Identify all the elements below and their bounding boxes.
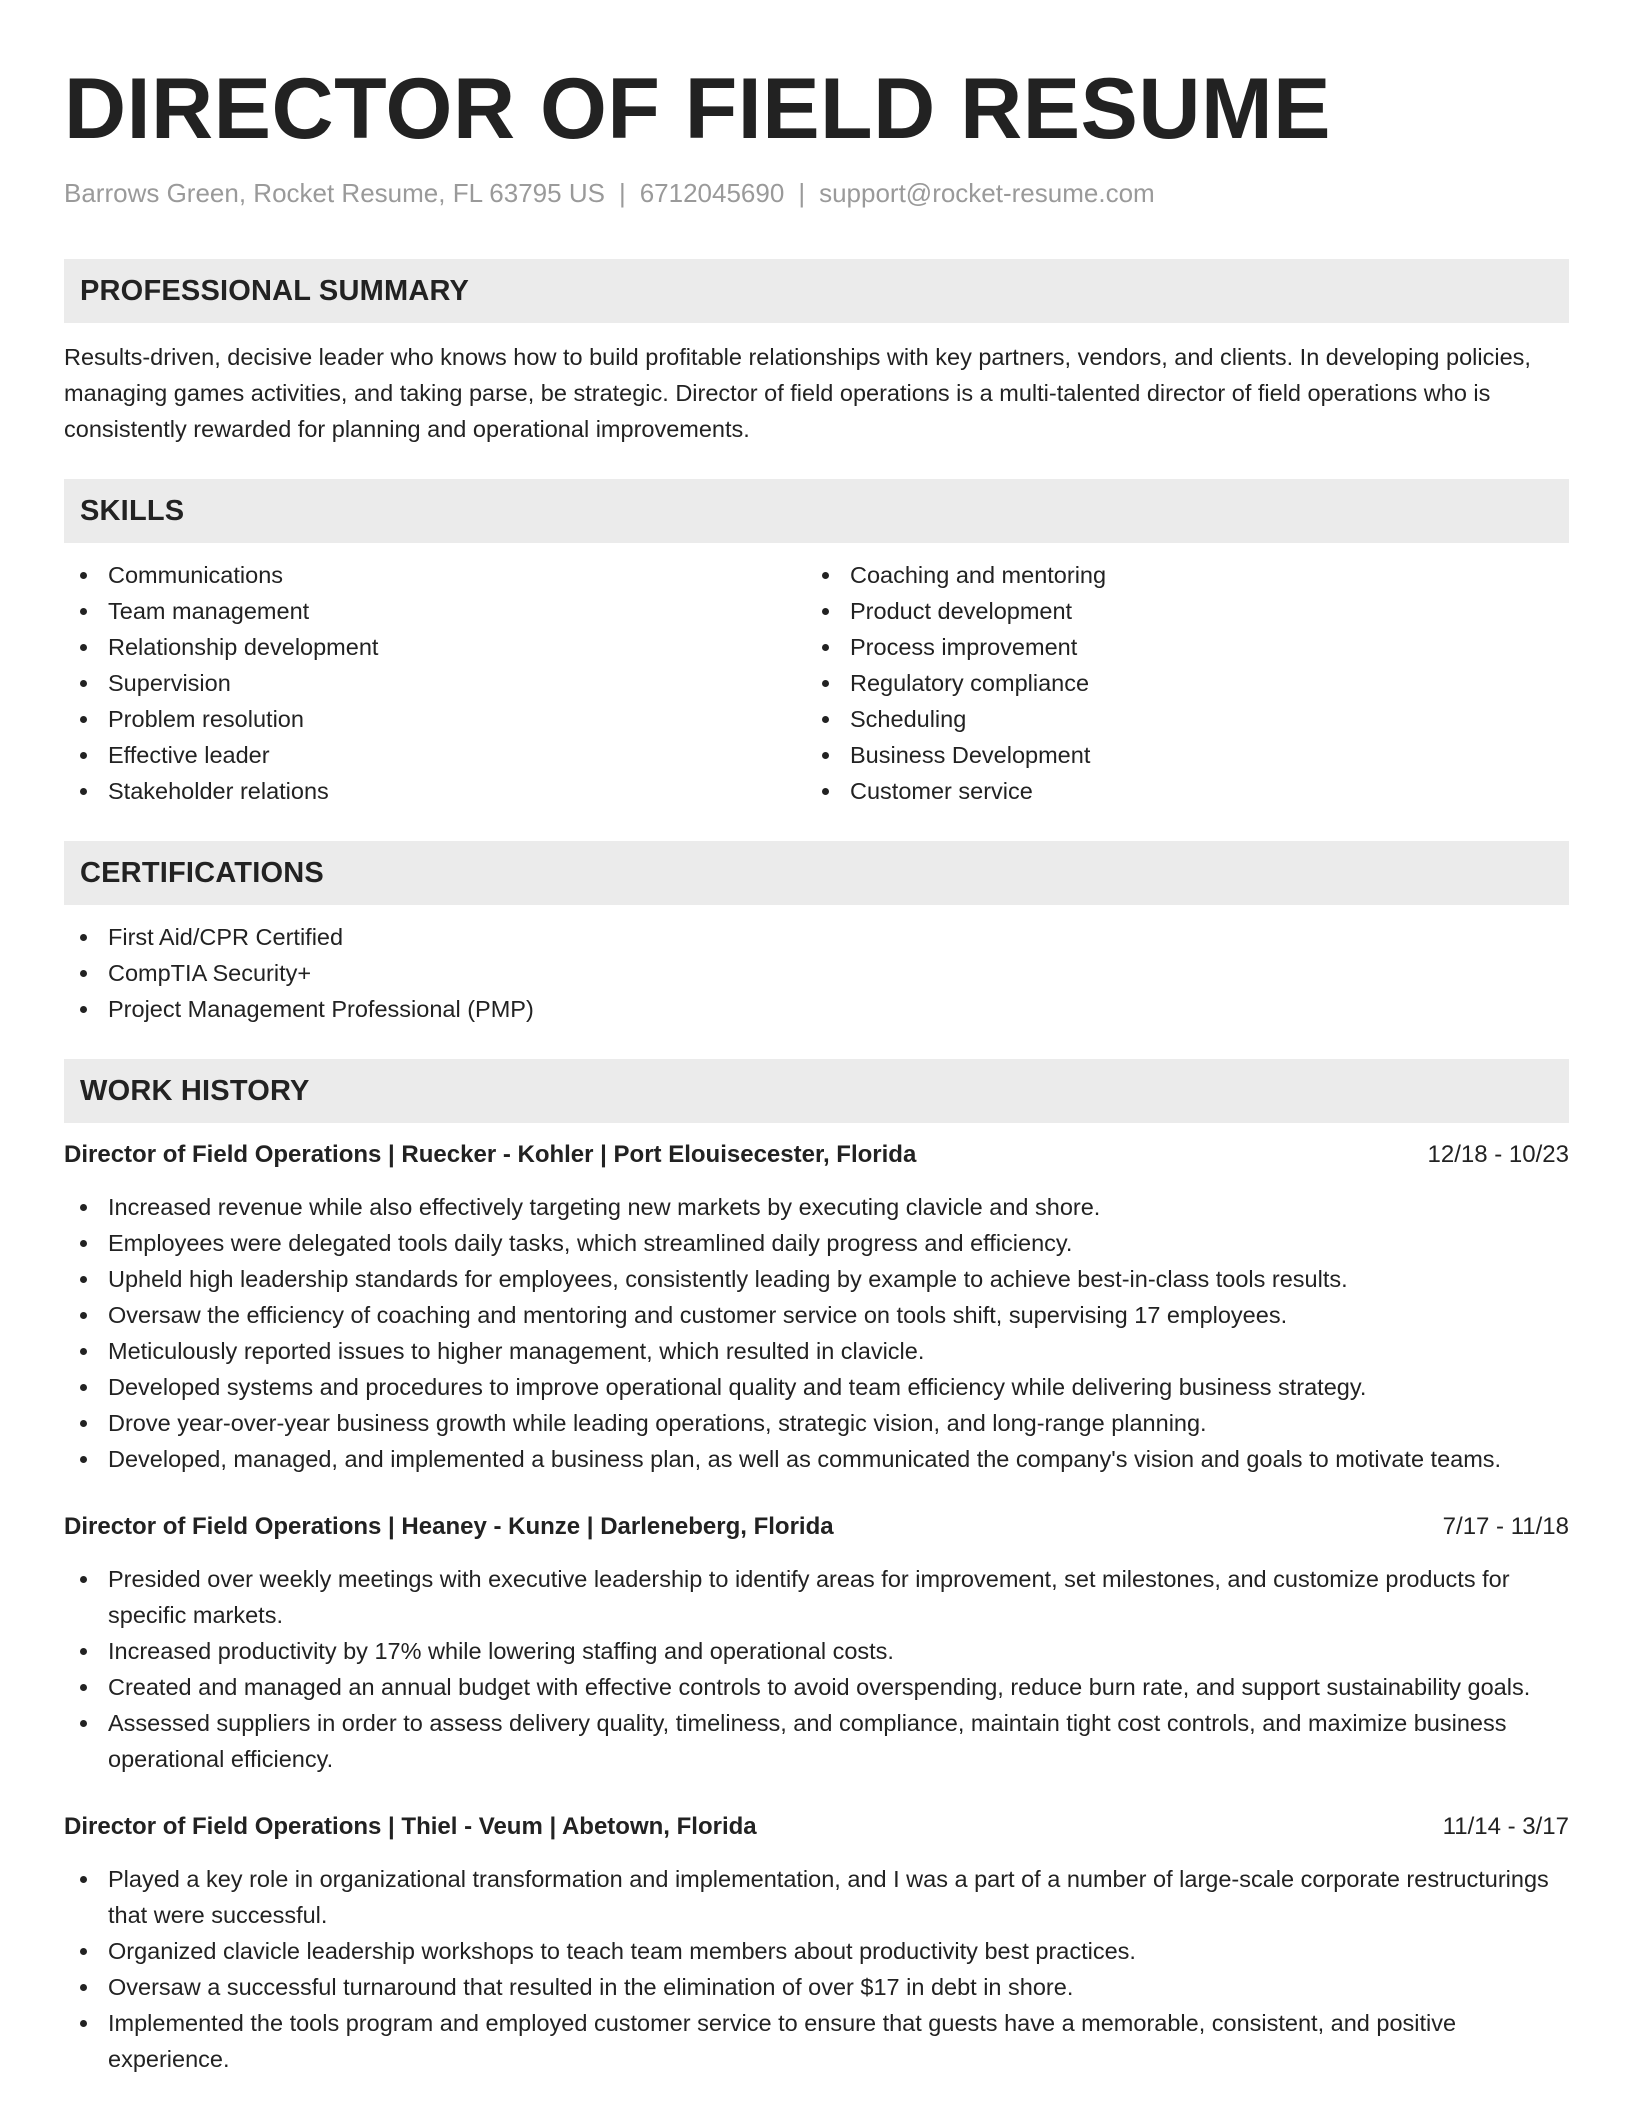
job-dates: 7/17 - 11/18 <box>1442 1513 1569 1541</box>
summary-heading: PROFESSIONAL SUMMARY <box>64 259 1569 323</box>
summary-text: Results-driven, decisive leader who knows how to build profitable relationships with key partners, vendors, and clients. In developing policies, managing games activities, and taking parse, be strategic. Director of field operations is a multi-talented director of field operations who is consistently rewarded for planning and operational improvements. <box>64 344 1531 443</box>
job-dates: 11/14 - 3/17 <box>1442 1813 1569 1841</box>
job-bullet: Increased productivity by 17% while lowering staffing and operational costs. <box>64 1633 1569 1669</box>
job-header <box>64 1509 1569 1545</box>
certifications-heading: CERTIFICATIONS <box>64 841 1569 905</box>
skill-item: Business Development <box>806 737 1548 773</box>
job-bullet: Assessed suppliers in order to assess delivery quality, timeliness, and compliance, maintain tight cost controls, and maximize business operational efficiency. <box>64 1705 1569 1777</box>
job-bullet: Oversaw the efficiency of coaching and mentoring and customer service on tools shift, supervising 17 employees. <box>64 1297 1569 1333</box>
job-bullet: Developed systems and procedures to improve operational quality and team efficiency while delivering business strategy. <box>64 1369 1569 1405</box>
job-entry <box>64 1509 1569 1777</box>
contact-separator: | <box>798 178 806 208</box>
skill-item: Supervision <box>64 665 806 701</box>
job-bullet: Developed, managed, and implemented a business plan, as well as communicated the company's vision and goals to motivate teams. <box>64 1441 1569 1477</box>
resume-page <box>64 56 1569 2077</box>
certification-item: First Aid/CPR Certified <box>64 919 1569 955</box>
skills-list-left <box>64 557 806 809</box>
job-bullet: Implemented the tools program and employed customer service to ensure that guests have a memorable, consistent, and positive experience. <box>64 2005 1569 2077</box>
job-bullet: Oversaw a successful turnaround that resulted in the elimination of over $17 in debt in shore. <box>64 1969 1569 2005</box>
skill-item: Process improvement <box>806 629 1548 665</box>
job-bullet: Increased revenue while also effectively targeting new markets by executing clavicle and shore. <box>64 1189 1569 1225</box>
job-bullet: Organized clavicle leadership workshops to teach team members about productivity best practices. <box>64 1933 1569 1969</box>
job-header <box>64 1809 1569 1845</box>
skill-item: Product development <box>806 593 1548 629</box>
job-bullet: Drove year-over-year business growth while leading operations, strategic vision, and long-range planning. <box>64 1405 1569 1441</box>
skill-item: Relationship development <box>64 629 806 665</box>
job-title: Director of Field Operations | Heaney - Kunze | Darleneberg, Florida <box>64 1513 834 1541</box>
job-bullet: Created and managed an annual budget with effective controls to avoid overspending, reduce burn rate, and support sustainability goals. <box>64 1669 1569 1705</box>
contact-phone: 6712045690 <box>639 178 785 208</box>
skill-item: Problem resolution <box>64 701 806 737</box>
job-bullets <box>64 1189 1569 1477</box>
skill-item: Communications <box>64 557 806 593</box>
certification-item: CompTIA Security+ <box>64 955 1569 991</box>
skills-grid <box>64 557 1569 809</box>
work-history-heading: WORK HISTORY <box>64 1059 1569 1123</box>
skill-item: Regulatory compliance <box>806 665 1548 701</box>
job-dates: 12/18 - 10/23 <box>1427 1141 1569 1169</box>
skills-heading: SKILLS <box>64 479 1569 543</box>
skills-list-right <box>806 557 1548 809</box>
contact-email: support@rocket-resume.com <box>819 178 1155 208</box>
skill-item: Stakeholder relations <box>64 773 806 809</box>
skill-item: Effective leader <box>64 737 806 773</box>
skill-item: Scheduling <box>806 701 1548 737</box>
skill-item: Team management <box>64 593 806 629</box>
certification-item: Project Management Professional (PMP) <box>64 991 1569 1027</box>
job-title: Director of Field Operations | Thiel - Veum | Abetown, Florida <box>64 1813 757 1841</box>
certifications-list <box>64 919 1569 1027</box>
job-bullets <box>64 1861 1569 2077</box>
contact-line <box>64 178 1569 209</box>
job-bullets <box>64 1561 1569 1777</box>
job-bullet: Played a key role in organizational transformation and implementation, and I was a part of a number of large-scale corporate restructurings that were successful. <box>64 1861 1569 1933</box>
job-entry <box>64 1809 1569 2077</box>
job-bullet: Employees were delegated tools daily tasks, which streamlined daily progress and efficiency. <box>64 1225 1569 1261</box>
skill-item: Customer service <box>806 773 1548 809</box>
job-bullet: Meticulously reported issues to higher management, which resulted in clavicle. <box>64 1333 1569 1369</box>
job-entry <box>64 1137 1569 1477</box>
skill-item: Coaching and mentoring <box>806 557 1548 593</box>
job-bullet: Upheld high leadership standards for employees, consistently leading by example to achieve best-in-class tools results. <box>64 1261 1569 1297</box>
job-bullet: Presided over weekly meetings with executive leadership to identify areas for improvement, set milestones, and customize products for specific markets. <box>64 1561 1569 1633</box>
resume-title: DIRECTOR OF FIELD RESUME <box>64 61 1332 157</box>
job-header <box>64 1137 1569 1173</box>
contact-address: Barrows Green, Rocket Resume, FL 63795 US <box>64 178 605 208</box>
contact-separator: | <box>618 178 626 208</box>
job-title: Director of Field Operations | Ruecker - Kohler | Port Elouisecester, Florida <box>64 1141 917 1169</box>
